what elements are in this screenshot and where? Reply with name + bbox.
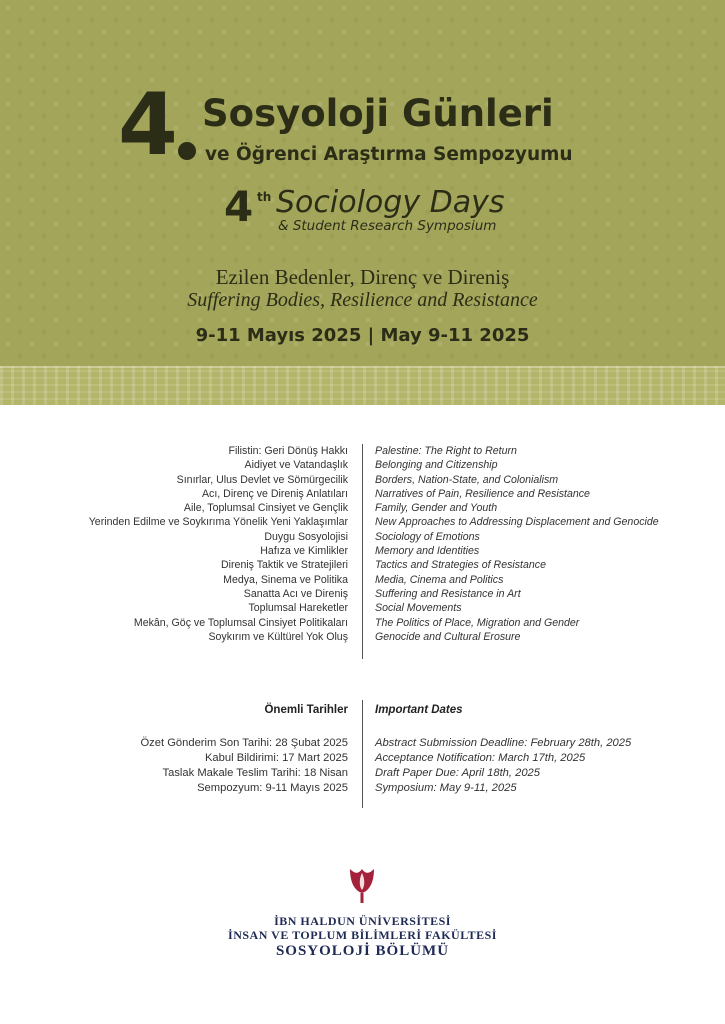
topics-list-english <box>375 444 715 644</box>
list-item: Family, Gender and Youth <box>375 502 498 515</box>
subtitle-turkish: ve Öğrenci Araştırma Sempozyumu <box>205 144 573 165</box>
list-item: Taslak Makale Teslim Tarihi: 18 Nisan <box>162 767 348 779</box>
topics-divider <box>362 444 363 659</box>
list-item: Özet Gönderim Son Tarihi: 28 Şubat 2025 <box>140 737 348 749</box>
list-item: Memory and Identities <box>375 545 480 558</box>
list-item: Suffering and Resistance in Art <box>375 587 521 600</box>
list-item: Medya, Sinema ve Politika <box>223 573 348 586</box>
list-item: Genocide and Cultural Erosure <box>375 630 521 643</box>
list-item: Hafıza ve Kimlikler <box>260 545 348 558</box>
edition-number-english: 4 <box>224 182 254 231</box>
dates-divider <box>362 700 363 808</box>
list-item: Social Movements <box>375 602 462 615</box>
event-dates: 9-11 Mayıs 2025 | May 9-11 2025 <box>195 325 530 346</box>
tulip-logo-icon <box>347 867 377 905</box>
list-item: Sınırlar, Ulus Devlet ve Sömürgecilik <box>176 473 348 486</box>
list-item: Symposium: May 9-11, 2025 <box>375 782 517 794</box>
list-item: Abstract Submission Deadline: February 28th, 2025 <box>375 737 632 749</box>
edition-number: 4 <box>118 75 176 175</box>
department-name: SOSYOLOJİ BÖLÜMÜ <box>275 943 450 959</box>
header-band <box>0 0 725 405</box>
list-item: Filistin: Geri Dönüş Hakkı <box>228 445 348 457</box>
tulip-logo-icon <box>361 893 364 903</box>
list-item: Sociology of Emotions <box>375 530 480 543</box>
list-item: The Politics of Place, Migration and Gender <box>375 616 580 629</box>
list-item: Mekân, Göç ve Toplumsal Cinsiyet Politikaları <box>133 616 348 629</box>
important-dates-list-turkish <box>0 736 348 796</box>
topics-list-turkish <box>0 444 348 644</box>
list-item: Acı, Direnç ve Direniş Anlatıları <box>201 487 348 500</box>
decorative-border <box>0 366 725 405</box>
list-item: Narratives of Pain, Resilience and Resistance <box>375 487 590 500</box>
list-item: Belonging and Citizenship <box>375 459 498 472</box>
edition-suffix-english: th <box>257 190 272 204</box>
list-item: Yerinden Edilme ve Soykırıma Yönelik Yeni Yaklaşımlar <box>88 516 348 529</box>
title-turkish: Sosyoloji Günleri <box>202 92 554 135</box>
list-item: Aile, Toplumsal Cinsiyet ve Gençlik <box>183 502 348 515</box>
university-name: İBN HALDUN ÜNİVERSİTESİ <box>274 914 451 928</box>
list-item: Kabul Bildirimi: 17 Mart 2025 <box>204 752 348 764</box>
title-english: Sociology Days <box>276 185 505 220</box>
list-item: Aidiyet ve Vatandaşlık <box>244 459 348 472</box>
important-dates-list-english <box>375 736 715 796</box>
important-dates-heading-english: Important Dates <box>375 704 463 716</box>
list-item: Sempozyum: 9-11 Mayıs 2025 <box>197 782 348 794</box>
list-item: Palestine: The Right to Return <box>375 445 517 457</box>
faculty-name: İNSAN VE TOPLUM BİLİMLERİ FAKÜLTESİ <box>228 928 497 942</box>
list-item: Sanatta Acı ve Direniş <box>243 587 348 600</box>
theme-turkish: Ezilen Bedenler, Direnç ve Direniş <box>215 265 510 289</box>
list-item: Soykırım ve Kültürel Yok Oluş <box>208 630 348 643</box>
edition-dot <box>178 142 196 160</box>
list-item: Direniş Taktik ve Stratejileri <box>221 559 348 572</box>
list-item: Borders, Nation-State, and Colonialism <box>375 473 559 486</box>
list-item: New Approaches to Addressing Displacement and Genocide <box>375 516 659 529</box>
list-item: Duygu Sosyolojisi <box>264 530 348 543</box>
list-item: Acceptance Notification: March 17th, 2025 <box>375 752 586 764</box>
theme-english: Suffering Bodies, Resilience and Resistance <box>187 289 538 311</box>
list-item: Toplumsal Hareketler <box>248 602 348 615</box>
list-item: Draft Paper Due: April 18th, 2025 <box>375 767 541 779</box>
important-dates-heading-turkish: Önemli Tarihler <box>264 704 348 716</box>
list-item: Tactics and Strategies of Resistance <box>375 559 546 572</box>
subtitle-english: & Student Research Symposium <box>278 218 497 234</box>
list-item: Media, Cinema and Politics <box>375 573 504 586</box>
